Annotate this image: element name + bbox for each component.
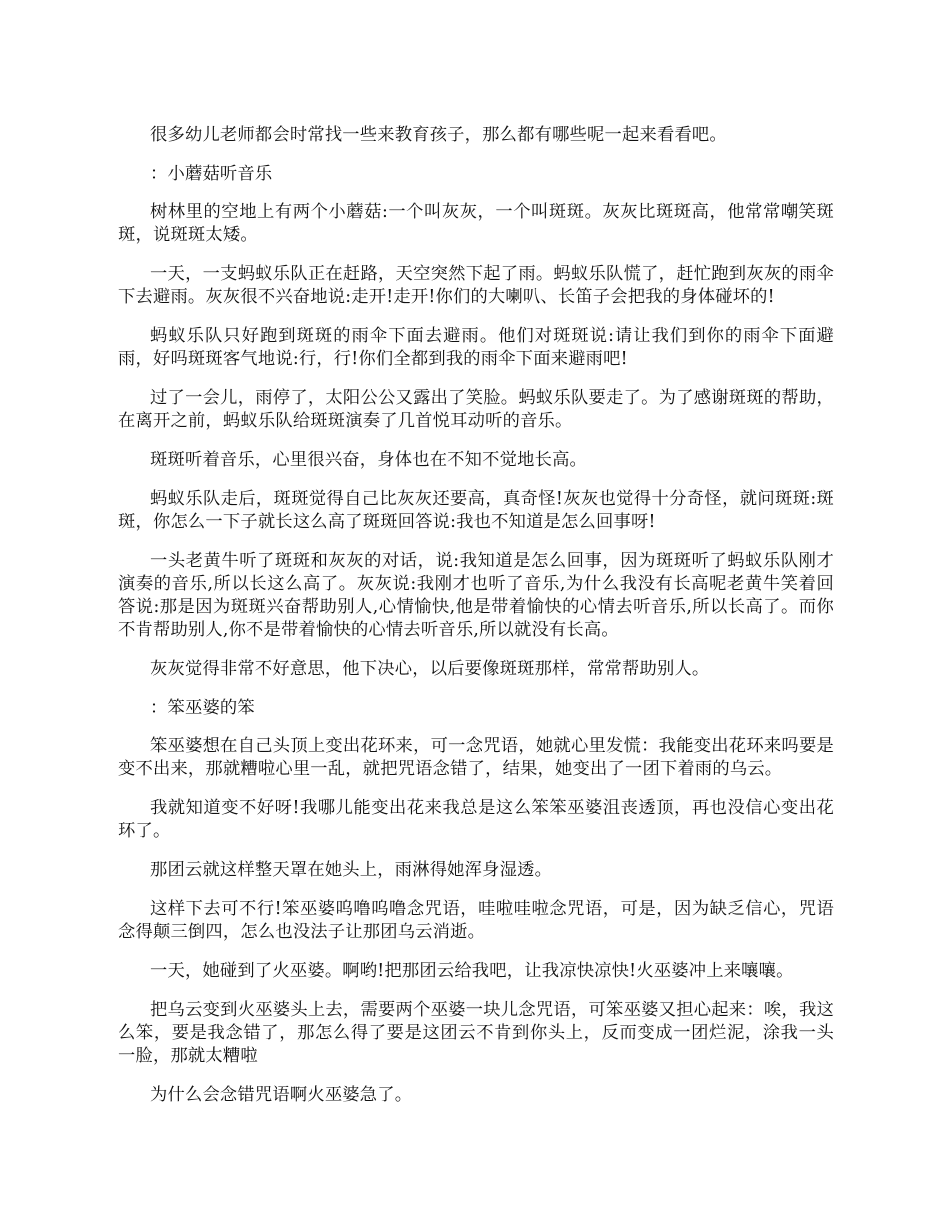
body-paragraph: 灰灰觉得非常不好意思，他下决心，以后要像斑斑那样，常常帮助别人。 [150, 659, 710, 679]
document-body [118, 124, 834, 1123]
body-paragraph: 过了一会儿，雨停了，太阳公公又露出了笑脸。蚂蚁乐队要走了。为了感谢斑斑的帮助，在离开之前，蚂蚁乐队给斑斑演奏了几首悦耳动听的音乐。 [118, 388, 834, 431]
body-paragraph: 这样下去可不行!笨巫婆呜噜呜噜念咒语，哇啦哇啦念咒语，可是，因为缺乏信心，咒语念得颠三倒四，怎么也没法子让那团乌云消逝。 [118, 899, 834, 942]
body-paragraph: 一天，她碰到了火巫婆。啊哟!把那团云给我吧，让我凉快凉快!火巫婆冲上来嚷嚷。 [150, 961, 794, 981]
body-paragraph: 我就知道变不好呀!我哪儿能变出花来我总是这么笨笨巫婆沮丧透顶，再也没信心变出花环了。 [118, 798, 834, 841]
intro-paragraph: 很多幼儿老师都会时常找一些来教育孩子，那么都有哪些呢一起来看看吧。 [150, 125, 727, 145]
body-paragraph: 为什么会念错咒语啊火巫婆急了。 [150, 1085, 413, 1105]
body-paragraph: 树林里的空地上有两个小蘑菇:一个叫灰灰，一个叫斑斑。灰灰比斑斑高，他常常嘲笑斑斑，说斑斑太矮。 [118, 202, 834, 245]
body-paragraph: 斑斑听着音乐，心里很兴奋，身体也在不知不觉地长高。 [150, 450, 588, 470]
story-heading-witch: ：笨巫婆的笨 [150, 698, 255, 718]
body-paragraph: 一天，一支蚂蚁乐队正在赶路，天空突然下起了雨。蚂蚁乐队慌了，赶忙跑到灰灰的雨伞下去避雨。灰灰很不兴奋地说:走开!走开!你们的大喇叭、长笛子会把我的身体碰坏的! [118, 264, 834, 307]
body-paragraph: 一头老黄牛听了斑斑和灰灰的对话，说:我知道是怎么回事，因为斑斑听了蚂蚁乐队刚才演奏的音乐,所以长这么高了。灰灰说:我刚才也听了音乐,为什么我没有长高呢老黄牛笑着回答说:那是因为斑斑兴奋帮助别人,心情愉快,他是带着愉快的心情去听音乐,所以长高了。而你不肯帮助别人,你不是带着愉快的心情去听音乐,所以就没有长高。 [118, 551, 834, 640]
body-paragraph: 蚂蚁乐队只好跑到斑斑的雨伞下面去避雨。他们对斑斑说:请让我们到你的雨伞下面避雨，好吗斑斑客气地说:行，行!你们全都到我的雨伞下面来避雨吧! [118, 326, 834, 369]
body-paragraph: 把乌云变到火巫婆头上去，需要两个巫婆一块儿念咒语，可笨巫婆又担心起来：唉，我这么笨，要是我念错了，那怎么得了要是这团云不肯到你头上，反而变成一团烂泥，涂我一头一脸，那就太糟啦 [118, 1000, 834, 1066]
story-heading-mushroom: ：小蘑菇听音乐 [150, 164, 273, 184]
body-paragraph: 蚂蚁乐队走后，斑斑觉得自己比灰灰还要高，真奇怪!灰灰也觉得十分奇怪，就问斑斑:斑斑，你怎么一下子就长这么高了斑斑回答说:我也不知道是怎么回事呀! [118, 489, 834, 532]
body-paragraph: 笨巫婆想在自己头顶上变出花环来，可一念咒语，她就心里发慌：我能变出花环来吗要是变不出来，那就糟啦心里一乱，就把咒语念错了，结果，她变出了一团下着雨的乌云。 [118, 736, 834, 779]
body-paragraph: 那团云就这样整天罩在她头上，雨淋得她浑身湿透。 [150, 860, 553, 880]
